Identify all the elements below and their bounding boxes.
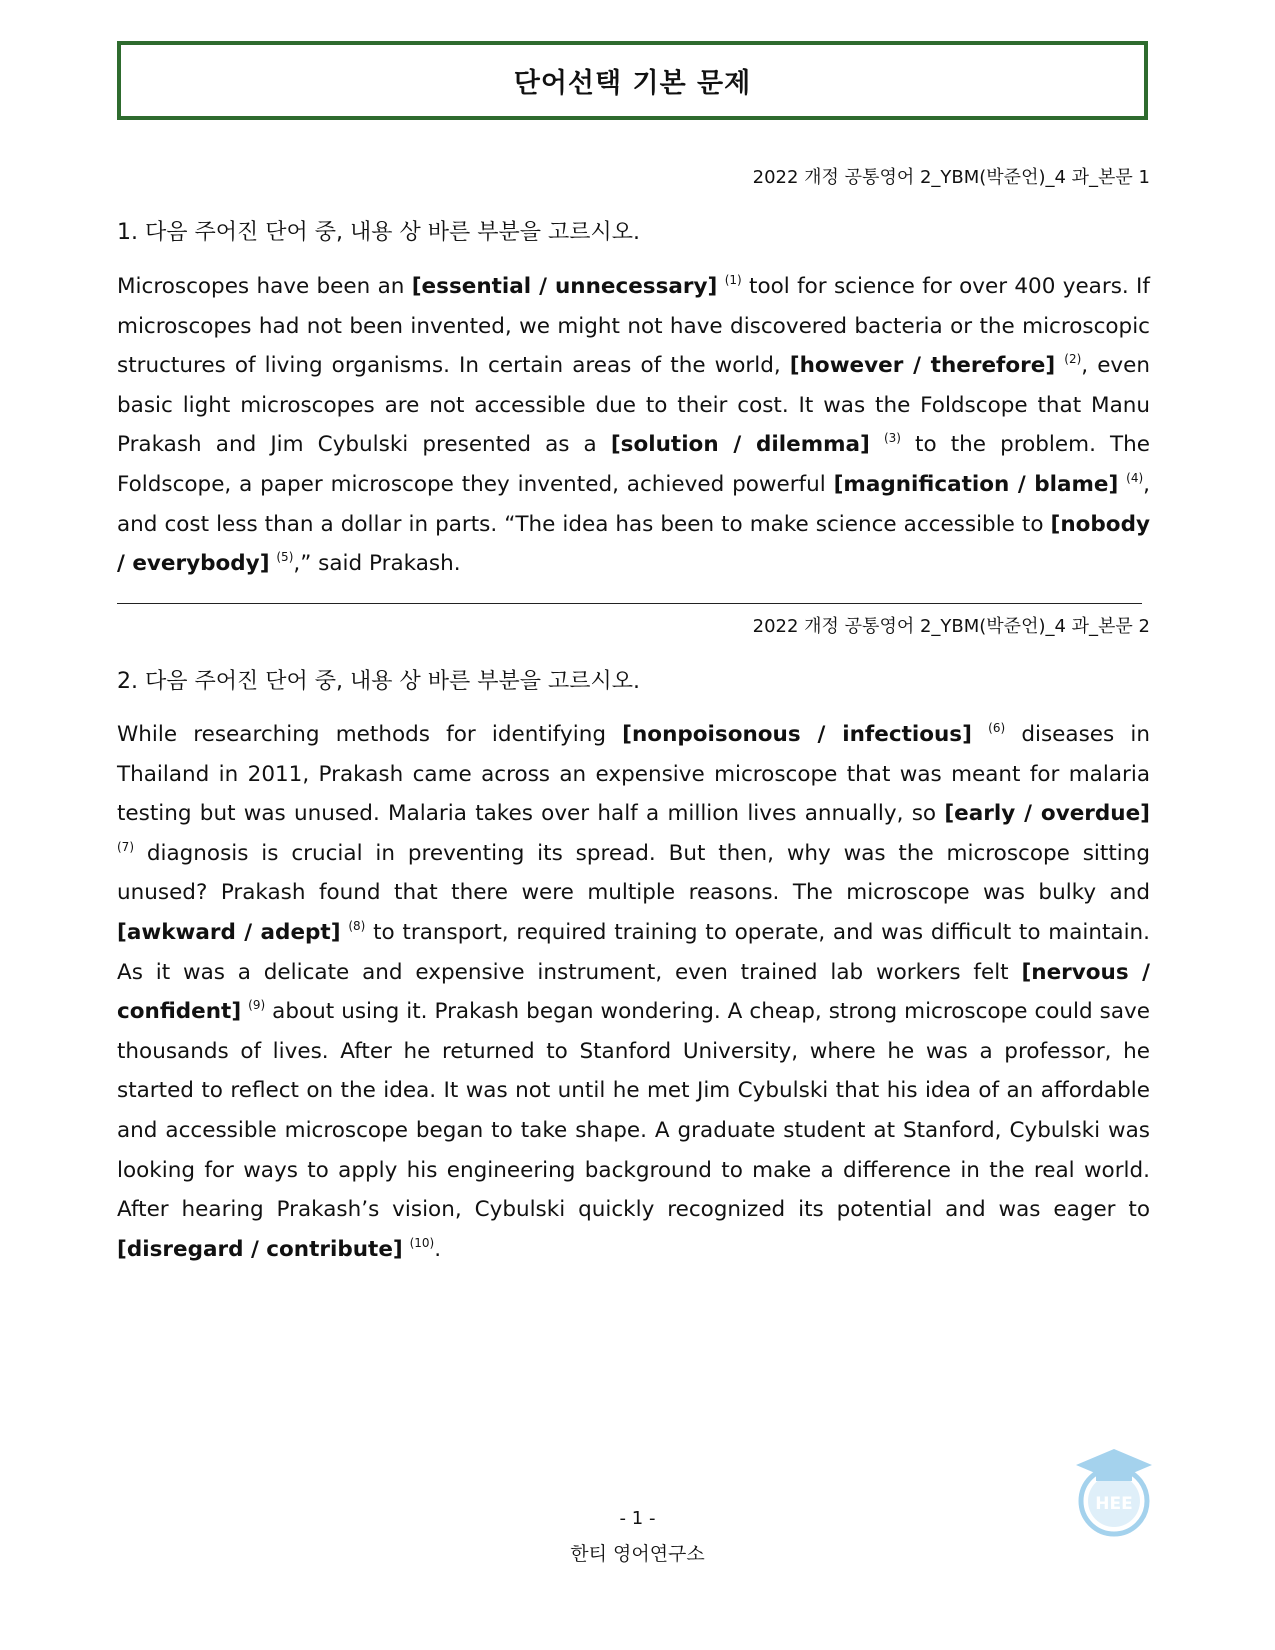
word-choice: [early / overdue] — [944, 801, 1150, 827]
passage-text: ,” said Prakash. — [293, 551, 461, 577]
word-choice: [nobody / everybody] — [117, 511, 1150, 577]
passage-text: about using it. Prakash began wondering. A cheap, strong microscope could save thousands of lives. After he returned to Stanford University, where he was a professor, he started to reflect on the idea. It was not until he met Jim Cybulski that his idea of an affordable and accessible microscope began to take shape. A graduate student at Stanford, Cybulski was looking for ways to apply his engineering background to make a difference in the real world. After hearing Prakash’s vision, Cybulski quickly recognized its potential and was eager to — [117, 999, 1151, 1223]
blank-number: (2) — [1064, 352, 1082, 367]
passage-text: tool for science for over 400 years. If microscopes had not been invented, we might not have discovered bacteria or the microscopic structures of living organisms. In certain areas of the world, — [117, 274, 1150, 379]
word-choice: [essential / unnecessary] — [411, 274, 718, 299]
section-2-passage — [117, 715, 1150, 1269]
graduation-cap-icon — [1072, 1445, 1156, 1537]
passage-text: to transport, required training to operate, and was difficult to maintain. As it was a delicate and expensive instrument, even trained lab workers felt — [117, 919, 1151, 985]
footer-organization: 한티 영어연구소 — [570, 1543, 705, 1565]
page-number: - 1 - — [619, 1508, 656, 1529]
section-2-question: 2. 다음 주어진 단어 중, 내용 상 바른 부분을 고르시오. — [117, 669, 640, 694]
section-1-question: 1. 다음 주어진 단어 중, 내용 상 바른 부분을 고르시오. — [117, 220, 640, 245]
blank-number: (5) — [276, 550, 294, 565]
logo-text: HEE — [1095, 1494, 1133, 1514]
passage-text: , and cost less than a dollar in parts. “The idea has been to make science accessible to — [117, 471, 1150, 537]
section-1-source: 2022 개정 공통영어 2_YBM(박준언)_4 과_본문 1 — [752, 167, 1150, 188]
passage-text: . — [434, 1236, 442, 1262]
passage-text: Microscopes have been an — [117, 274, 412, 299]
blank-number: (9) — [248, 998, 266, 1013]
passage-text: , even basic light microscopes are not accessible due to their cost. It was the Foldscope that Manu Prakash and Jim Cybulski presented as a — [117, 353, 1150, 458]
word-choice: [however / therefore] — [789, 353, 1056, 379]
blank-number: (7) — [117, 839, 134, 854]
page-title-box — [117, 41, 1148, 120]
word-choice: [solution / dilemma] — [610, 432, 870, 458]
blank-number: (10) — [409, 1235, 435, 1250]
blank-number: (6) — [988, 721, 1006, 735]
word-choice: [nonpoisonous / infectious] — [622, 722, 972, 747]
page-title: 단어선택 기본 문제 — [513, 68, 752, 99]
section-divider — [117, 603, 1142, 604]
passage-text: While researching methods for identifying — [117, 722, 623, 747]
passage-text: to the problem. The Foldscope, a paper microscope they invented, achieved powerful — [117, 432, 1150, 497]
section-1-passage — [117, 267, 1150, 584]
section-2-source: 2022 개정 공통영어 2_YBM(박준언)_4 과_본문 2 — [752, 616, 1150, 637]
word-choice: [awkward / adept] — [117, 919, 341, 945]
blank-number: (4) — [1126, 470, 1144, 485]
word-choice: [nervous / confident] — [117, 959, 1150, 1025]
blank-number: (8) — [348, 918, 366, 933]
blank-number: (3) — [883, 431, 901, 446]
word-choice: [magnification / blame] — [833, 471, 1119, 497]
blank-number: (1) — [724, 273, 742, 287]
passage-text: diagnosis is crucial in preventing its spread. But then, why was the microscope sitting unused? Prakash found that there were multiple reasons. The microscope was bulky and — [117, 840, 1150, 906]
passage-text: diseases in Thailand in 2011, Prakash came across an expensive microscope that was meant for malaria testing but was unused. Malaria takes over half a million lives annually, so — [117, 722, 1151, 827]
word-choice: [disregard / contribute] — [117, 1236, 403, 1262]
